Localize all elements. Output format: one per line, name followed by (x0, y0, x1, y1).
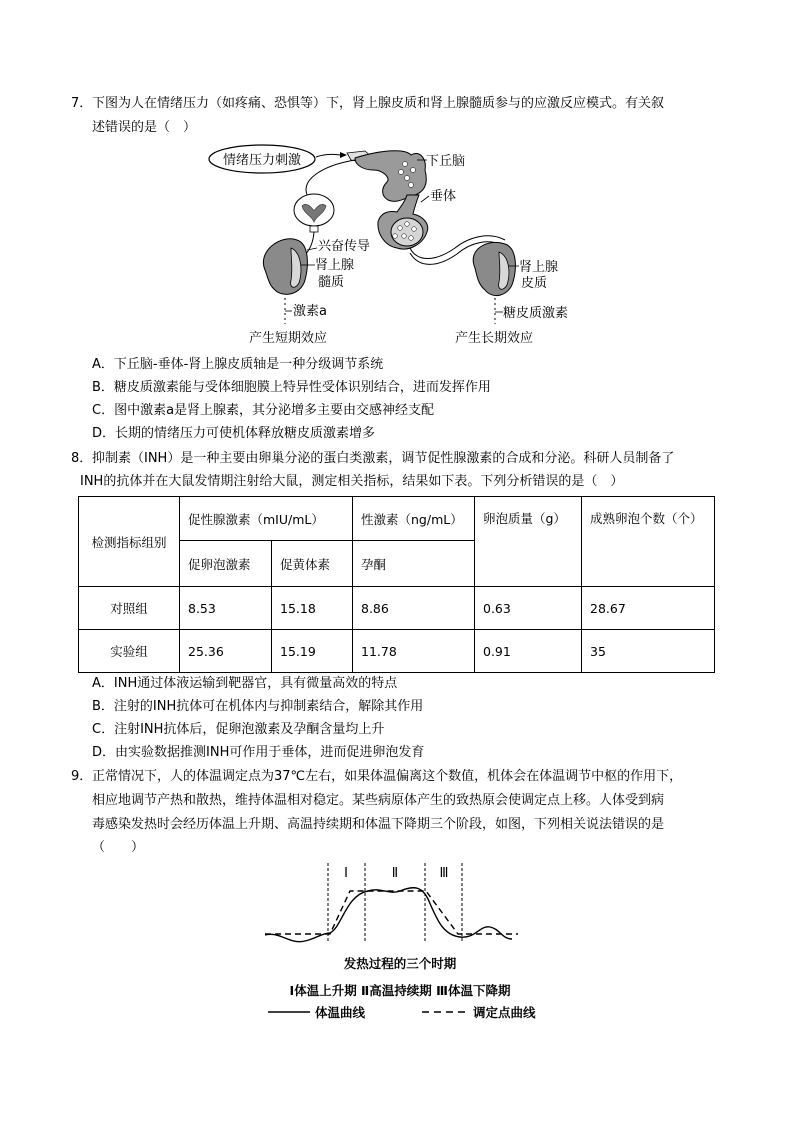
cell-value: 25.36 (180, 630, 272, 673)
hypothalamus-label: 下丘脑 (426, 154, 466, 169)
q7-number: 7． (71, 96, 93, 111)
q8-option-a: A．INH通过体液运输到靶器官，具有微量高效的特点 (92, 676, 398, 691)
excitation-pointer (307, 248, 317, 250)
q8-number: 8． (71, 451, 93, 466)
cell-value: 0.91 (475, 630, 582, 673)
q8-stem-line2: INH的抗体并在大鼠发情期注射给大鼠，测定相关指标，结果如下表。下列分析错误的是（ ） (80, 474, 624, 489)
pituitary-label: 垂体 (430, 189, 457, 204)
short-effect-label: 产生短期效应 (249, 331, 328, 346)
q8-option-c: C．注射INH抗体后，促卵泡激素及孕酮含量均上升 (92, 722, 385, 737)
long-effect-label: 产生长期效应 (455, 331, 534, 346)
q9-stem-line4: （ ） (92, 840, 145, 855)
medulla-label-2: 髓质 (318, 275, 345, 290)
legend-dashed-label: 调定点曲线 (473, 1005, 536, 1020)
q9-stem-line1: 正常情况下，人的体温调定点为37℃左右，如果体温偏离这个数值，机体会在体温调节中枢的作用下， (92, 769, 683, 784)
cortex-label-1: 肾上腺 (519, 260, 559, 275)
cortex-label-2: 皮质 (521, 276, 548, 291)
cell-value: 28.67 (582, 587, 715, 630)
hormone-data-table (78, 496, 715, 673)
cell-value: 0.63 (475, 587, 582, 630)
subheader-fsh: 促卵泡激素 (180, 541, 272, 587)
cell-value: 8.86 (353, 587, 475, 630)
table-corner-cell: 检测指标组别 (79, 497, 180, 587)
row-label: 对照组 (79, 587, 180, 630)
stress-response-figure (205, 140, 625, 352)
q9-stem-line2: 相应地调节产热和散热，维持体温相对稳定。某些病原体产生的致热原会使调定点上移。人体受到病 (92, 793, 665, 808)
stage-description: Ⅰ体温上升期 Ⅱ高温持续期 Ⅲ体温下降期 (289, 983, 511, 998)
q7-stem-line2: 述错误的是（ ） (92, 120, 197, 135)
header-sex-hormone: 性激素（ng/mL） (353, 497, 475, 541)
q7-option-b: B．糖皮质激素能与受体细胞膜上特异性受体识别结合，进而发挥作用 (92, 380, 491, 395)
cell-value: 11.78 (353, 630, 475, 673)
row-label: 实验组 (79, 630, 180, 673)
legend-solid-label: 体温曲线 (315, 1005, 366, 1020)
q7-stem-line1: 下图为人在情绪压力（如疼痛、恐惧等）下，肾上腺皮质和肾上腺髓质参与的应激反应模式。有关叙 (92, 96, 665, 111)
q9-stem-line3: 毒感染发热时会经历体温上升期、高温持续期和体温下降期三个阶段，如图，下列相关说法错误的是 (92, 817, 665, 832)
cell-value: 15.19 (272, 630, 353, 673)
subheader-progesterone: 孕酮 (353, 541, 475, 587)
excitation-label: 兴奋传导 (318, 239, 371, 254)
q8-option-b: B．注射的INH抗体可在机体内与抑制素结合，解除其作用 (92, 699, 424, 714)
body-temp-curve (265, 888, 512, 942)
fever-stages-figure (250, 855, 570, 1030)
table-row (79, 630, 715, 673)
q7-option-a: A．下丘脑-垂体-肾上腺皮质轴是一种分级调节系统 (92, 357, 384, 372)
q9-number: 9． (71, 769, 93, 784)
cell-value: 35 (582, 630, 715, 673)
stage-i-label: Ⅰ (344, 866, 348, 881)
q7-option-c: C．图中激素a是肾上腺素，其分泌增多主要由交感神经支配 (92, 403, 435, 418)
stimulus-label: 情绪压力刺激 (222, 153, 302, 168)
medulla-label-1: 肾上腺 (315, 258, 355, 273)
hormone-a-label: 激素a (293, 304, 327, 319)
set-point-curve (265, 891, 518, 934)
header-gonadotropin: 促性腺激素（mIU/mL） (180, 497, 353, 541)
cell-value: 15.18 (272, 587, 353, 630)
q8-stem-line1: 抑制素（INH）是一种主要由卵巢分泌的蛋白类激素，调节促性腺激素的合成和分泌。科研人员制备了 (92, 451, 675, 466)
stage-iii-label: Ⅲ (439, 866, 449, 881)
subheader-lh: 促黄体素 (272, 541, 353, 587)
header-follicle-mass: 卵泡质量（g） (475, 497, 582, 587)
q7-option-d: D．长期的情绪压力可使机体释放糖皮质激素增多 (92, 426, 376, 441)
stage-ii-label: Ⅱ (391, 866, 399, 881)
header-mature-follicles: 成熟卵泡个数（个） (582, 497, 715, 587)
q8-option-d: D．由实验数据推测INH可作用于垂体，进而促进卵泡发育 (92, 745, 425, 760)
figure-caption: 发热过程的三个时期 (343, 956, 457, 971)
hypothalamus-icon (355, 151, 426, 202)
cell-value: 8.53 (180, 587, 272, 630)
glucocorticoid-label: 糖皮质激素 (503, 306, 569, 321)
table-row (79, 587, 715, 630)
